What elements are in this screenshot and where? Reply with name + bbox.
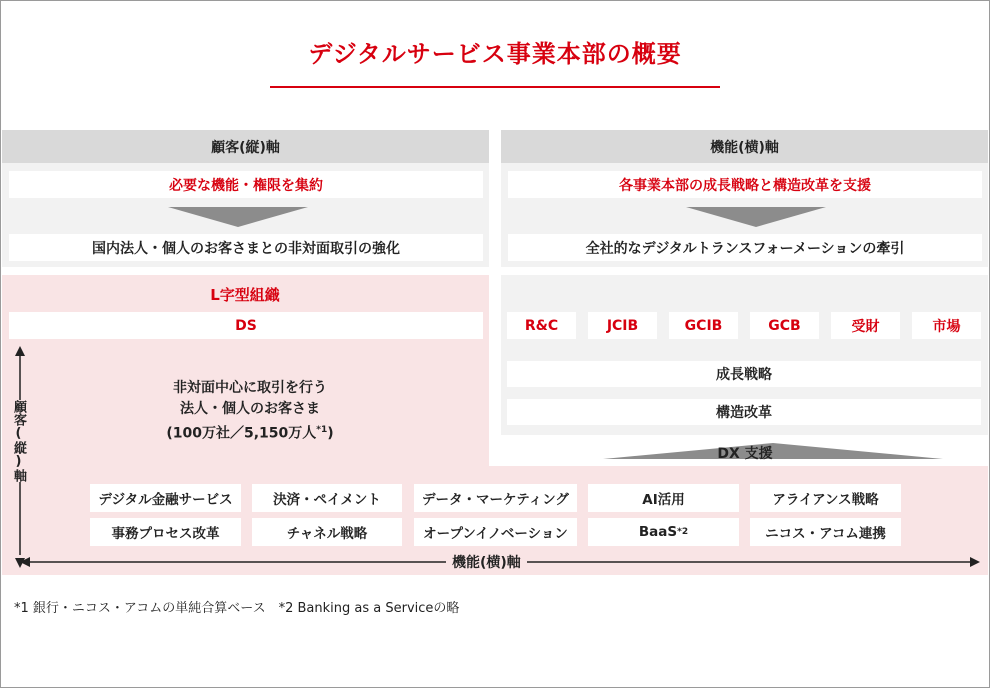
- dx-support-label: DX 支援: [717, 446, 773, 462]
- footnote-ref-1: *1: [316, 425, 328, 435]
- service-data-marketing: データ・マーケティング: [414, 484, 577, 512]
- customer-axis-header: 顧客(縦)軸: [2, 130, 489, 163]
- desc-line-1: 非対面中心に取引を行う: [173, 380, 327, 396]
- service-ai: AI活用: [588, 484, 739, 512]
- footnote-ref-2: *2: [677, 527, 689, 537]
- function-axis-header: 機能(横)軸: [501, 130, 988, 163]
- page-title: デジタルサービス事業本部の概要: [308, 40, 682, 68]
- service-baas: BaaS *2: [588, 518, 739, 546]
- growth-strategy-box: 成長戦略: [507, 361, 981, 387]
- horizontal-axis-label: 機能(横)軸: [446, 552, 527, 572]
- service-nicos-acom: ニコス・アコム連携: [750, 518, 901, 546]
- service-digital-finance: デジタル金融サービス: [90, 484, 241, 512]
- customer-goal-box: 国内法人・個人のお客さまとの非対面取引の強化: [9, 234, 483, 261]
- service-channel: チャネル戦略: [252, 518, 402, 546]
- footnote: *1 銀行・ニコス・アコムの単純合算ベース *2 Banking as a Serviceの略: [14, 601, 460, 616]
- desc-line-2: 法人・個人のお客さま: [180, 401, 320, 417]
- service-open-innovation: オープンイノベーション: [414, 518, 577, 546]
- unit-rc: R&C: [507, 312, 576, 339]
- function-need-box: 各事業本部の成長戦略と構造改革を支援: [508, 171, 982, 198]
- vertical-axis-label: 顧客(縦)軸: [11, 400, 26, 482]
- function-goal-box: 全社的なデジタルトランスフォーメーションの牽引: [508, 234, 982, 261]
- ds-box: DS: [9, 312, 483, 339]
- unit-markets: 市場: [912, 312, 981, 339]
- unit-trust: 受財: [831, 312, 900, 339]
- unit-gcb: GCB: [750, 312, 819, 339]
- unit-jcib: JCIB: [588, 312, 657, 339]
- service-alliance: アライアンス戦略: [750, 484, 901, 512]
- unit-gcib: GCIB: [669, 312, 738, 339]
- structural-reform-box: 構造改革: [507, 399, 981, 425]
- desc-line-3: (100万社／5,150万人$^{*1}$): [166, 425, 334, 442]
- customer-need-box: 必要な機能・権限を集約: [9, 171, 483, 198]
- l-org-title: L字型組織: [210, 286, 280, 304]
- service-process-reform: 事務プロセス改革: [90, 518, 241, 546]
- service-payment: 決済・ペイメント: [252, 484, 402, 512]
